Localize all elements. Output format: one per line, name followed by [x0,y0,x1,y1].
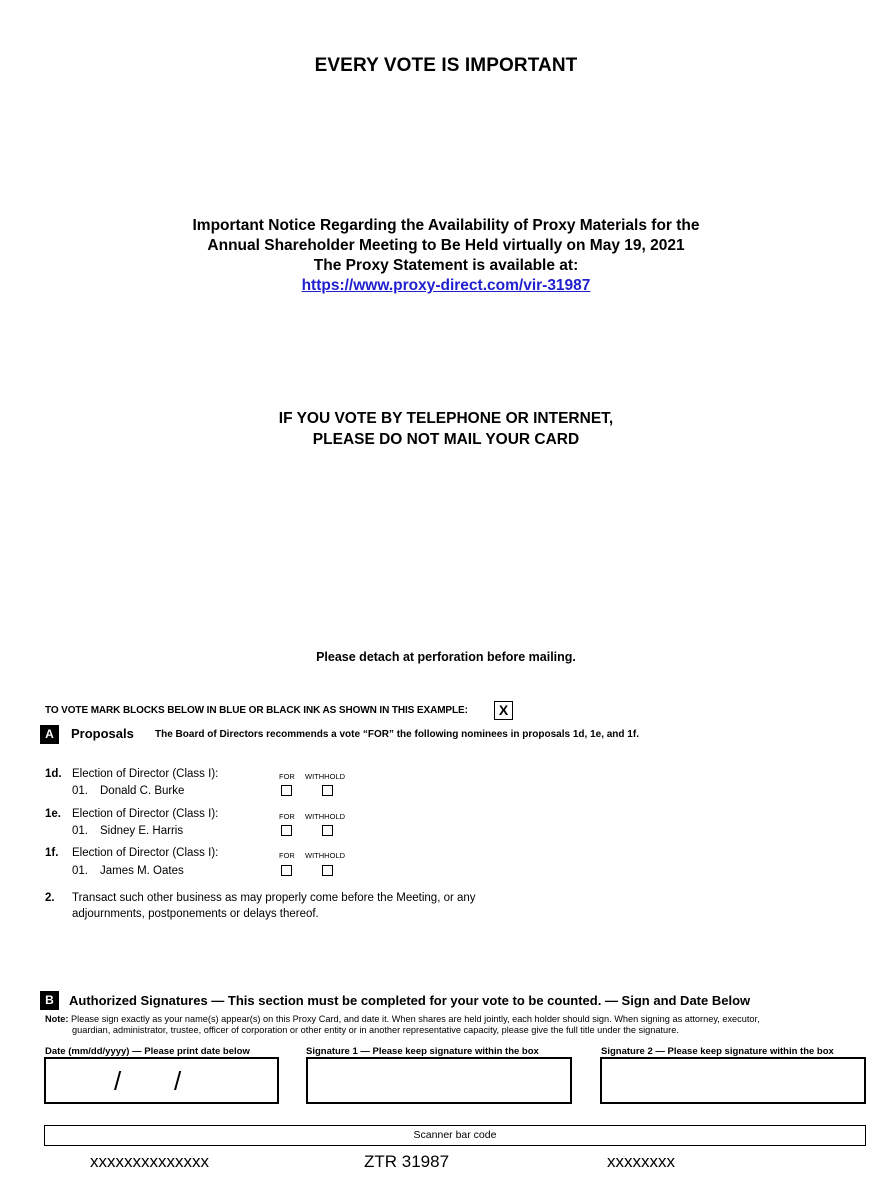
signature-1-box[interactable] [306,1057,572,1104]
signature-note [45,1014,845,1036]
proposal-1f-withhold-checkbox[interactable] [322,865,333,876]
withhold-column-header: WITHHOLD [305,772,345,781]
proposal-1e-withhold-checkbox[interactable] [322,825,333,836]
proposal-text: Election of Director (Class I): [72,847,219,859]
nominee-number: 01. [72,825,88,837]
proposal-text: Election of Director (Class I): [72,808,219,820]
other-business-line-2: adjournments, postponements or delays thereof. [72,908,319,920]
notice-line-3: The Proxy Statement is available at: [313,257,579,274]
proposal-text: Election of Director (Class I): [72,768,219,780]
nominee-name: Sidney E. Harris [100,825,184,837]
section-a-badge: A [40,725,59,744]
detach-instruction: Please detach at perforation before mailing. [316,650,576,664]
for-column-header: FOR [279,812,295,821]
proposal-1d-withhold-checkbox[interactable] [322,785,333,796]
scanner-bar-code: Scanner bar code [44,1125,866,1146]
other-business-line-1: Transact such other business as may properly come before the Meeting, or any [72,892,476,904]
proposal-1f-for-checkbox[interactable] [281,865,292,876]
proposal-1d-for-checkbox[interactable] [281,785,292,796]
signature-2-label: Signature 2 — Please keep signature within the box [601,1046,834,1057]
withhold-column-header: WITHHOLD [305,812,345,821]
signature-1-label: Signature 1 — Please keep signature within the box [306,1046,539,1057]
nominee-number: 01. [72,865,88,877]
example-instruction: TO VOTE MARK BLOCKS BELOW IN BLUE OR BLACK INK AS SHOWN IN THIS EXAMPLE: [45,705,468,716]
account-code-left: xxxxxxxxxxxxxx [90,1152,209,1171]
nominee-number: 01. [72,785,88,797]
section-a-title: Proposals [71,726,134,741]
date-separator: / [174,1066,182,1096]
proposal-number: 1f. [45,847,59,859]
for-column-header: FOR [279,851,295,860]
example-mark-box: X [494,701,513,720]
proxy-statement-link[interactable]: https://www.proxy-direct.com/vir-31987 [301,277,591,294]
vote-warning [0,408,892,450]
date-field[interactable] [44,1057,279,1104]
date-label: Date (mm/dd/yyyy) — Please print date below [45,1046,250,1057]
control-code: ZTR 31987 [364,1152,450,1171]
section-b-title: Authorized Signatures — This section must be completed for your vote to be counted. — Sign and Date Below [69,993,751,1008]
section-b-badge: B [40,991,59,1010]
nominee-name: Donald C. Burke [100,785,185,797]
note-line-2: guardian, administrator, trustee, officer of corporation or other entity or in another representative capacity, please give the full title under the signature. [72,1025,679,1035]
proposal-number: 1e. [45,808,61,820]
page-title: EVERY VOTE IS IMPORTANT [314,55,578,76]
vote-warning-line-1: IF YOU VOTE BY TELEPHONE OR INTERNET, [278,410,614,427]
signature-2-box[interactable] [600,1057,866,1104]
withhold-column-header: WITHHOLD [305,851,345,860]
note-line-1: Please sign exactly as your name(s) appear(s) on this Proxy Card, and date it. When shares are held jointly, each holder should sign. When signing as attorney, executor, [71,1014,760,1024]
proposal-number: 1d. [45,768,62,780]
proxy-notice [0,216,892,296]
proposal-1e-for-checkbox[interactable] [281,825,292,836]
note-label: Note: [45,1014,69,1024]
board-recommendation: The Board of Directors recommends a vote “FOR” the following nominees in proposals 1d, 1e, and 1f. [155,729,639,740]
for-column-header: FOR [279,772,295,781]
proposal-number: 2. [45,892,55,904]
date-separator: / [114,1066,122,1096]
account-code-right: xxxxxxxx [607,1152,675,1171]
notice-line-1: Important Notice Regarding the Availability of Proxy Materials for the [192,217,700,234]
notice-line-2: Annual Shareholder Meeting to Be Held virtually on May 19, 2021 [207,237,685,254]
nominee-name: James M. Oates [100,865,184,877]
vote-warning-line-2: PLEASE DO NOT MAIL YOUR CARD [312,431,580,448]
